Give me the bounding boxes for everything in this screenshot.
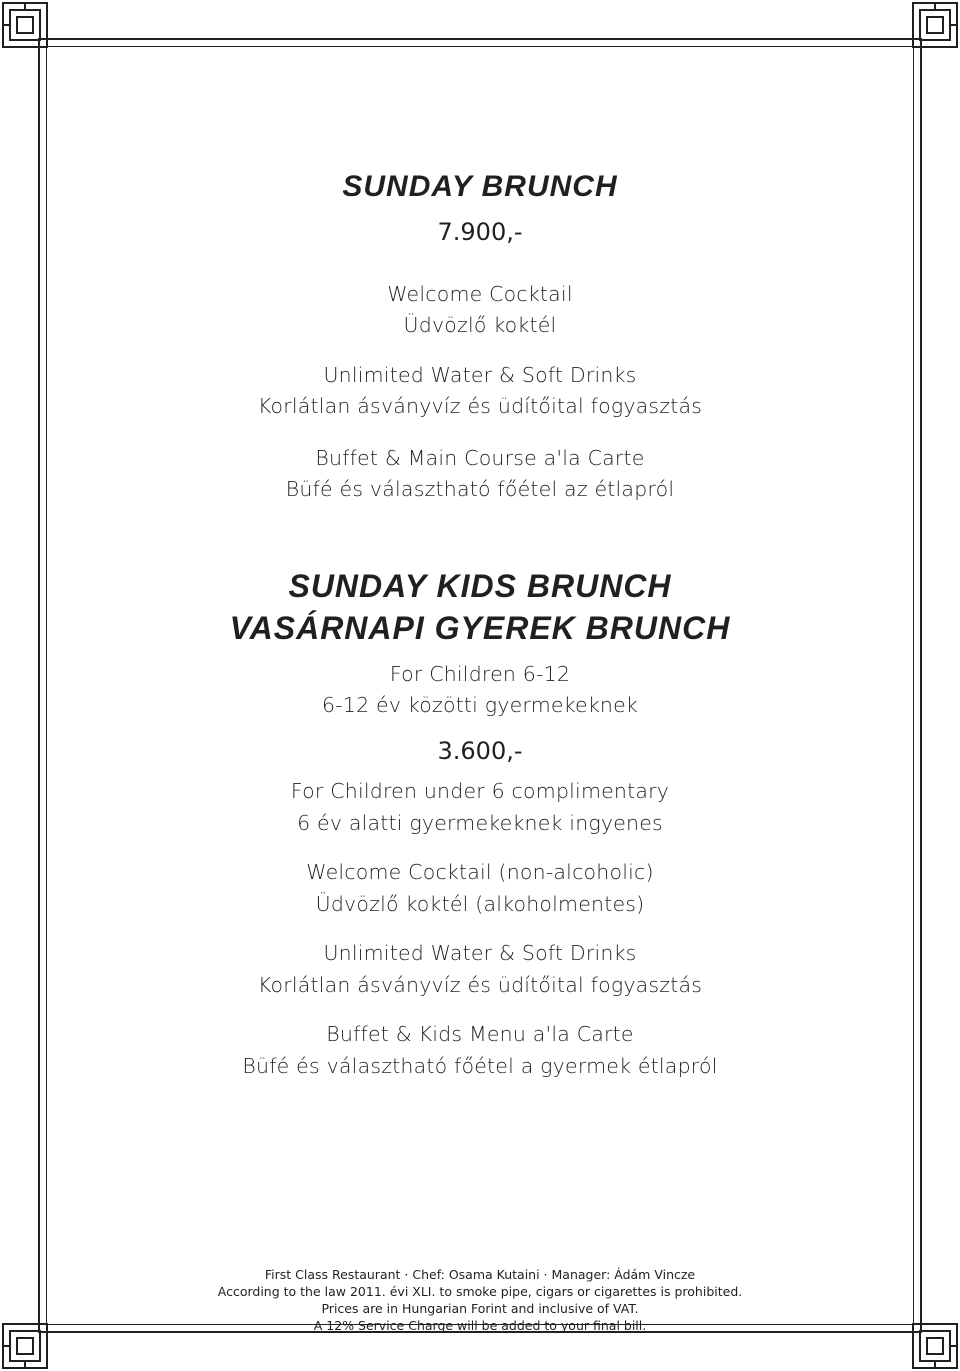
brunch-price: 7.900,- bbox=[437, 218, 523, 246]
menu-line: Welcome Cocktail (non-alcoholic) bbox=[306, 860, 654, 884]
menu-line: Büfé és választható főétel az étlapról bbox=[285, 477, 675, 501]
menu-line: Unlimited Water & Soft Drinks bbox=[323, 363, 637, 387]
menu-line: Buffet & Main Course a'la Carte bbox=[315, 446, 645, 470]
menu-line: Welcome Cocktail bbox=[387, 282, 573, 306]
menu-line: Unlimited Water & Soft Drinks bbox=[323, 941, 637, 965]
footer-prices-notice: Prices are in Hungarian Forint and inclusive of VAT. bbox=[321, 1301, 639, 1316]
menu-line: Korlátlan ásványvíz és üdítőital fogyasztás bbox=[257, 394, 703, 418]
menu-line: Üdvözlő koktél bbox=[403, 313, 557, 337]
footer-smoking-notice: According to the law 2011. évi XLI. to smoke pipe, cigars or cigarettes is prohibited. bbox=[217, 1284, 743, 1299]
kids-price: 3.600,- bbox=[437, 737, 523, 765]
kids-age-hu: 6-12 év közötti gyermekeknek bbox=[322, 693, 638, 717]
kids-age-en: For Children 6-12 bbox=[389, 662, 571, 686]
menu-line: Büfé és választható főétel a gyermek étlapról bbox=[242, 1054, 718, 1078]
footer-service-charge: A 12% Service Charge will be added to your final bill. bbox=[313, 1318, 647, 1333]
footer-staff: First Class Restaurant · Chef: Osama Kutaini · Manager: Ádám Vincze bbox=[264, 1267, 696, 1282]
menu-line: Buffet & Kids Menu a'la Carte bbox=[326, 1022, 634, 1046]
menu-line: Korlátlan ásványvíz és üdítőital fogyasztás bbox=[257, 973, 703, 997]
menu-line: Üdvözlő koktél (alkoholmentes) bbox=[315, 892, 645, 916]
brunch-title: SUNDAY BRUNCH bbox=[342, 170, 618, 203]
kids-title-hu: VASÁRNAPI GYEREK BRUNCH bbox=[229, 610, 731, 646]
menu-line: For Children under 6 complimentary bbox=[290, 779, 670, 803]
kids-title-en: SUNDAY KIDS BRUNCH bbox=[288, 568, 672, 604]
menu-line: 6 év alatti gyermekeknek ingyenes bbox=[297, 811, 663, 835]
corner-ornament-icon bbox=[910, 0, 960, 50]
corner-ornament-icon bbox=[0, 0, 50, 50]
